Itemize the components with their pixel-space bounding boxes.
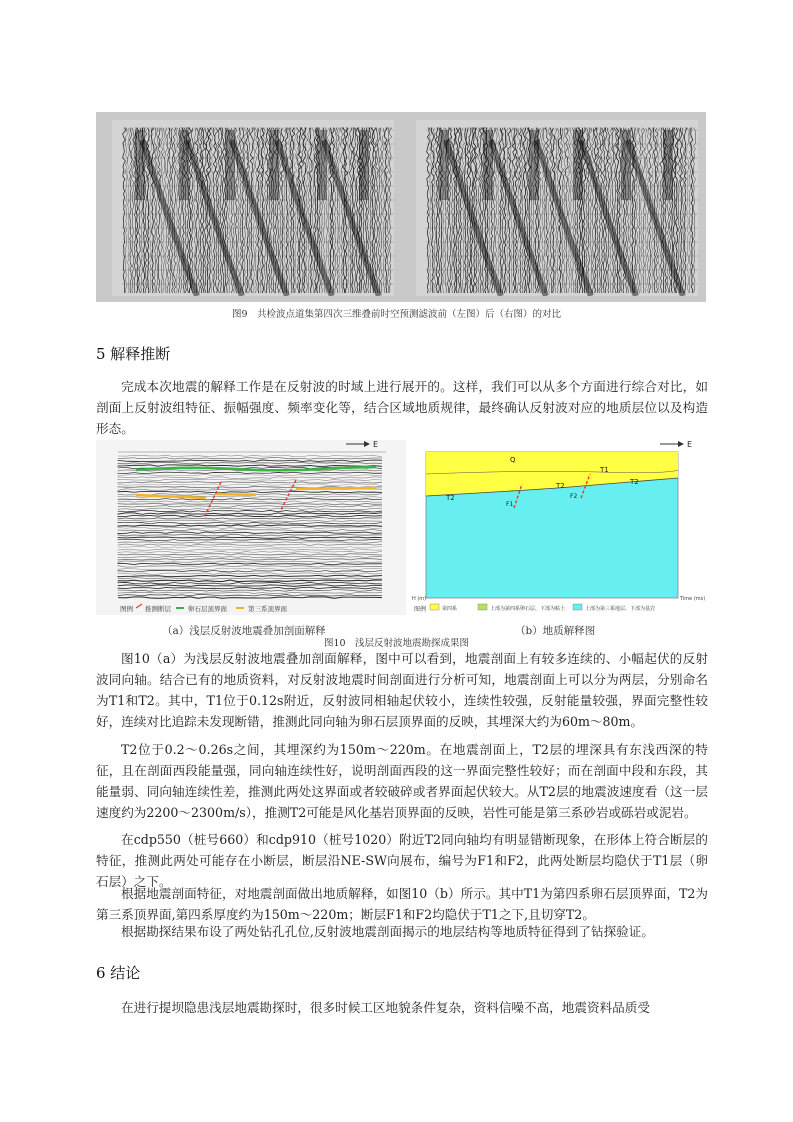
label-t1: T1 (600, 466, 609, 474)
legend-b-item-1: 上部为第四系卵石层、下部为粘土 (490, 606, 566, 612)
figure-10a-label: （a）浅层反射波地震叠加剖面解释 (162, 625, 326, 637)
legend-a-item-fault: 推测断层 (145, 605, 171, 613)
figure-10-caption: 图10 浅层反射波地震勘探成果图 (323, 638, 470, 649)
figure-9-caption: 图9 共检波点道集第四次三维叠前时空预测滤波前（左图）后（右图）的对比 (231, 309, 562, 320)
legend-a-item-t2: 第三系顶界面 (248, 605, 287, 613)
paragraph-2: T2位于0.2～0.26s之间，其埋深约为150m～220m。在地震剖面上，T2层的埋深具有东浅西深的特征，且在剖面西段能量强，同向轴连续性好，说明剖面西段的这一界面完整性较好；而在剖面中段和东段，其能量弱、同向轴连续性差，推测此两处这界面或者较破碎或者界面起伏较大。从T2层的地震波速度看（这一层速度约为2200～2300m/s），推测T2可能是风化基岩顶界面的反映，岩性可能是第三系砂岩或砾岩或泥岩。 (96, 742, 708, 820)
label-q: Q (510, 456, 516, 464)
figure-10b-label: （b）地质解释图 (515, 625, 596, 637)
time-axis-label: Time (ms) (680, 596, 706, 602)
paragraph-5: 根据勘探结果布设了两处钻孔孔位,反射波地震剖面揭示的地层结构等地质特征得到了钻探验证。 (121, 924, 654, 939)
label-t2-east: T2 (630, 478, 639, 486)
svg-text:E: E (373, 440, 379, 449)
legend-b-item-2: 上部为第三系地层、下部为基岩 (585, 606, 656, 612)
paragraph-3: 在cdp550（桩号660）和cdp910（桩号1020）附近T2同向轴均有明显错断现象，在形体上符合断层的特征，推测此两处可能存在小断层，断层沿NE-SW向展布，编号为F1和F2，此两处断层均隐伏于T1层（卵石层）之下。 (96, 832, 708, 889)
legend-a-title: 图例 (120, 605, 133, 613)
figure-10b-geologic-interpretation (408, 440, 708, 615)
label-f1: F1 (506, 501, 514, 508)
gather-after-filter (416, 120, 698, 296)
svg-text:E: E (687, 440, 693, 449)
figure-10a-seismic-section (96, 440, 406, 615)
label-f2: F2 (570, 493, 578, 500)
figure-9-image (96, 112, 706, 302)
label-t2-mid: T2 (556, 482, 565, 490)
section-5-intro: 完成本次地震的解释工作是在反射波的时域上进行展开的。这样，我们可以从多个方面进行综合对比，如剖面上反射波组特征、振幅强度、频率变化等，结合区域地质规律，最终确认反射波对应的地质层位以及构造形态。 (96, 379, 708, 436)
paragraph-1: 图10（a）为浅层反射波地震叠加剖面解释，图中可以看到，地震剖面上有较多连续的、小幅起伏的反射波同向轴。结合已有的地质资料，对反射波地震时间剖面进行分析可知，地震剖面上可以分为两层，分别命名为T1和T2。其中，T1位于0.12s附近，反射波同相轴起伏较小，连续性较强，反射能量较强，界面完整性较好，连续对比追踪未发现断错，推测此同向轴为卵石层顶界面的反映，其埋深大约为60m～80m。 (96, 651, 708, 729)
paragraph-4: 根据地震剖面特征，对地震剖面做出地质解释，如图10（b）所示。其中T1为第四系卵石层顶界面，T2为第三系顶界面,第四系厚度约为150m～220m；断层F1和F2均隐伏于T1之下,且切穿T2。 (96, 886, 708, 922)
legend-b-item-0: 第四系 (442, 606, 458, 612)
section-6-heading: 6 结论 (96, 964, 141, 982)
section-6-paragraph: 在进行提坝隐患浅层地震勘探时，很多时候工区地貌条件复杂，资料信噪不高，地震资料品质受 (121, 1000, 650, 1015)
legend-a-item-t1: 卵石层顶界面 (188, 605, 227, 613)
gather-before-filter (112, 120, 394, 296)
label-t2-west: T2 (446, 494, 455, 502)
section-5-heading: 5 解释推断 (96, 345, 171, 363)
depth-axis-label: H (m) (412, 596, 427, 602)
legend-b-title: 图例 (414, 606, 427, 613)
